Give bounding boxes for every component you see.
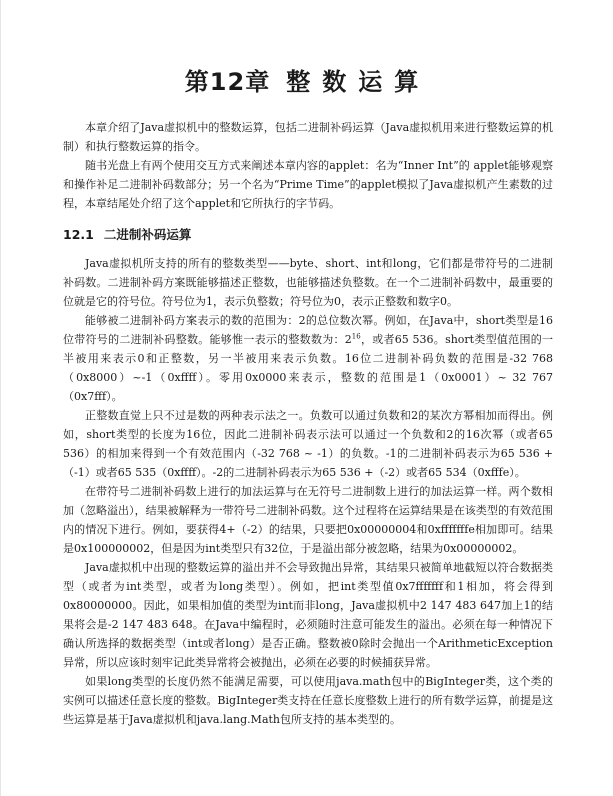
body-paragraph-5: Java虚拟机中出现的整数运算的溢出并不会导致抛出异常，其结果只被简单地截短以符合数据类型（或者为int类型，或者为long类型）。例如，把int类型值0x7fffffff和1相加，将会得到0x80000000。因此，如果相加值的类型为int而非long，Java虚拟机中2 147 483 647加上1的结果将会是-2 147 483 648。在Java中编程时，必须随时注意可能发生的溢出。必须在每一种情况下确认所选择的数据类型（int或者long）是否正确。整数被0除时会抛出一个ArithmeticException异常，所以应该时刻牢记此类异常将会被抛出，必须在必要的时候捕获异常。 — [63, 561, 553, 669]
chapter-title — [1, 62, 613, 97]
chapter-number: 第12章 — [184, 68, 271, 96]
intro-paragraph-1: 本章介绍了Java虚拟机中的整数运算，包括二进制补码运算（Java虚拟机用来进行整数运算的机制）和执行整数运算的指令。 — [63, 121, 553, 153]
body-paragraph-3: 正整数直觉上只不过是数的两种表示法之一。负数可以通过负数和2的某次方幂相加而得出。例如，short类型的长度为16位，因此二进制补码表示法可以通过一个负数和2的16次幂（或者65 536）的相加来得到一个有效范围内（-32 768 ~ -1）的负数。-1的二进制补码表示为65 536 +（-1）或者65 535（0xffff）。-2的二进制补码表示为65 536 +（-2）或者65 534（0xfffe）。 — [63, 409, 553, 479]
body-paragraph-6: 如果long类型的长度仍然不能满足需要，可以使用java.math包中的BigInteger类，这个类的实例可以描述任意长度的整数。BigInteger类支持在任意长度整数上进行的所有数学运算，前提是这些运算是基于Java虚拟机和java.lang.Math包所支持的基本类型的。 — [63, 675, 553, 726]
section-heading — [63, 225, 553, 244]
section-title: 二进制补码运算 — [103, 227, 192, 242]
section-number: 12.1 — [63, 227, 94, 242]
page-content — [63, 118, 553, 729]
chapter-name: 整数运算 — [286, 68, 431, 96]
body-paragraph-2 — [63, 311, 553, 406]
exponent-superscript: 16 — [351, 332, 361, 341]
body-paragraph-4: 在带符号二进制补码数上进行的加法运算与在无符号二进制数上进行的加法运算一样。两个数相加（忽略溢出），结果被解释为一带符号二进制补码数。这个过程将在运算结果是在该类型的有效范围内的情况下进行。例如，要获得4+（-2）的结果，只要把0x00000004和0xfffffffe相加即可。结果是0x100000002，但是因为int类型只有32位，于是溢出部分被忽略，结果为0x00000002。 — [63, 485, 553, 555]
body-paragraph-2-part-b: ，或者65 536。short类型值范围的一半被用来表示0和正整数，另一半被用来表示负数。16位二进制补码负数的范围是-32 768（0x8000）~-1（0xffff）。零用0x0000来表示，整数的范围是1（0x0001）~ 32 767（0x7fff）。 — [63, 333, 553, 403]
body-paragraph-2-part-a: 能够被二进制补码方案表示的数的范围为：2的总位数次幂。例如，在Java中，short类型是16位带符号的二进制补码整数。能够惟一表示的整数数为：2 — [63, 314, 553, 346]
intro-paragraph-2: 随书光盘上有两个使用交互方式来阐述本章内容的applet：名为“Inner Int”的 applet能够观察和操作补足二进制补码数部分；另一个名为“Prime Time”的applet模拟了Java虚拟机产生素数的过程，本章结尾处介绍了这个applet和它所执行的字节码。 — [63, 159, 553, 210]
body-paragraph-1: Java虚拟机所支持的所有的整数类型——byte、short、int和long，它们都是带符号的二进制补码数。二进制补码方案既能够描述正整数，也能够描述负整数。在一个二进制补码数中，最重要的位就是它的符号位。符号位为1，表示负整数；符号位为0，表示正整数和数字0。 — [63, 257, 553, 308]
